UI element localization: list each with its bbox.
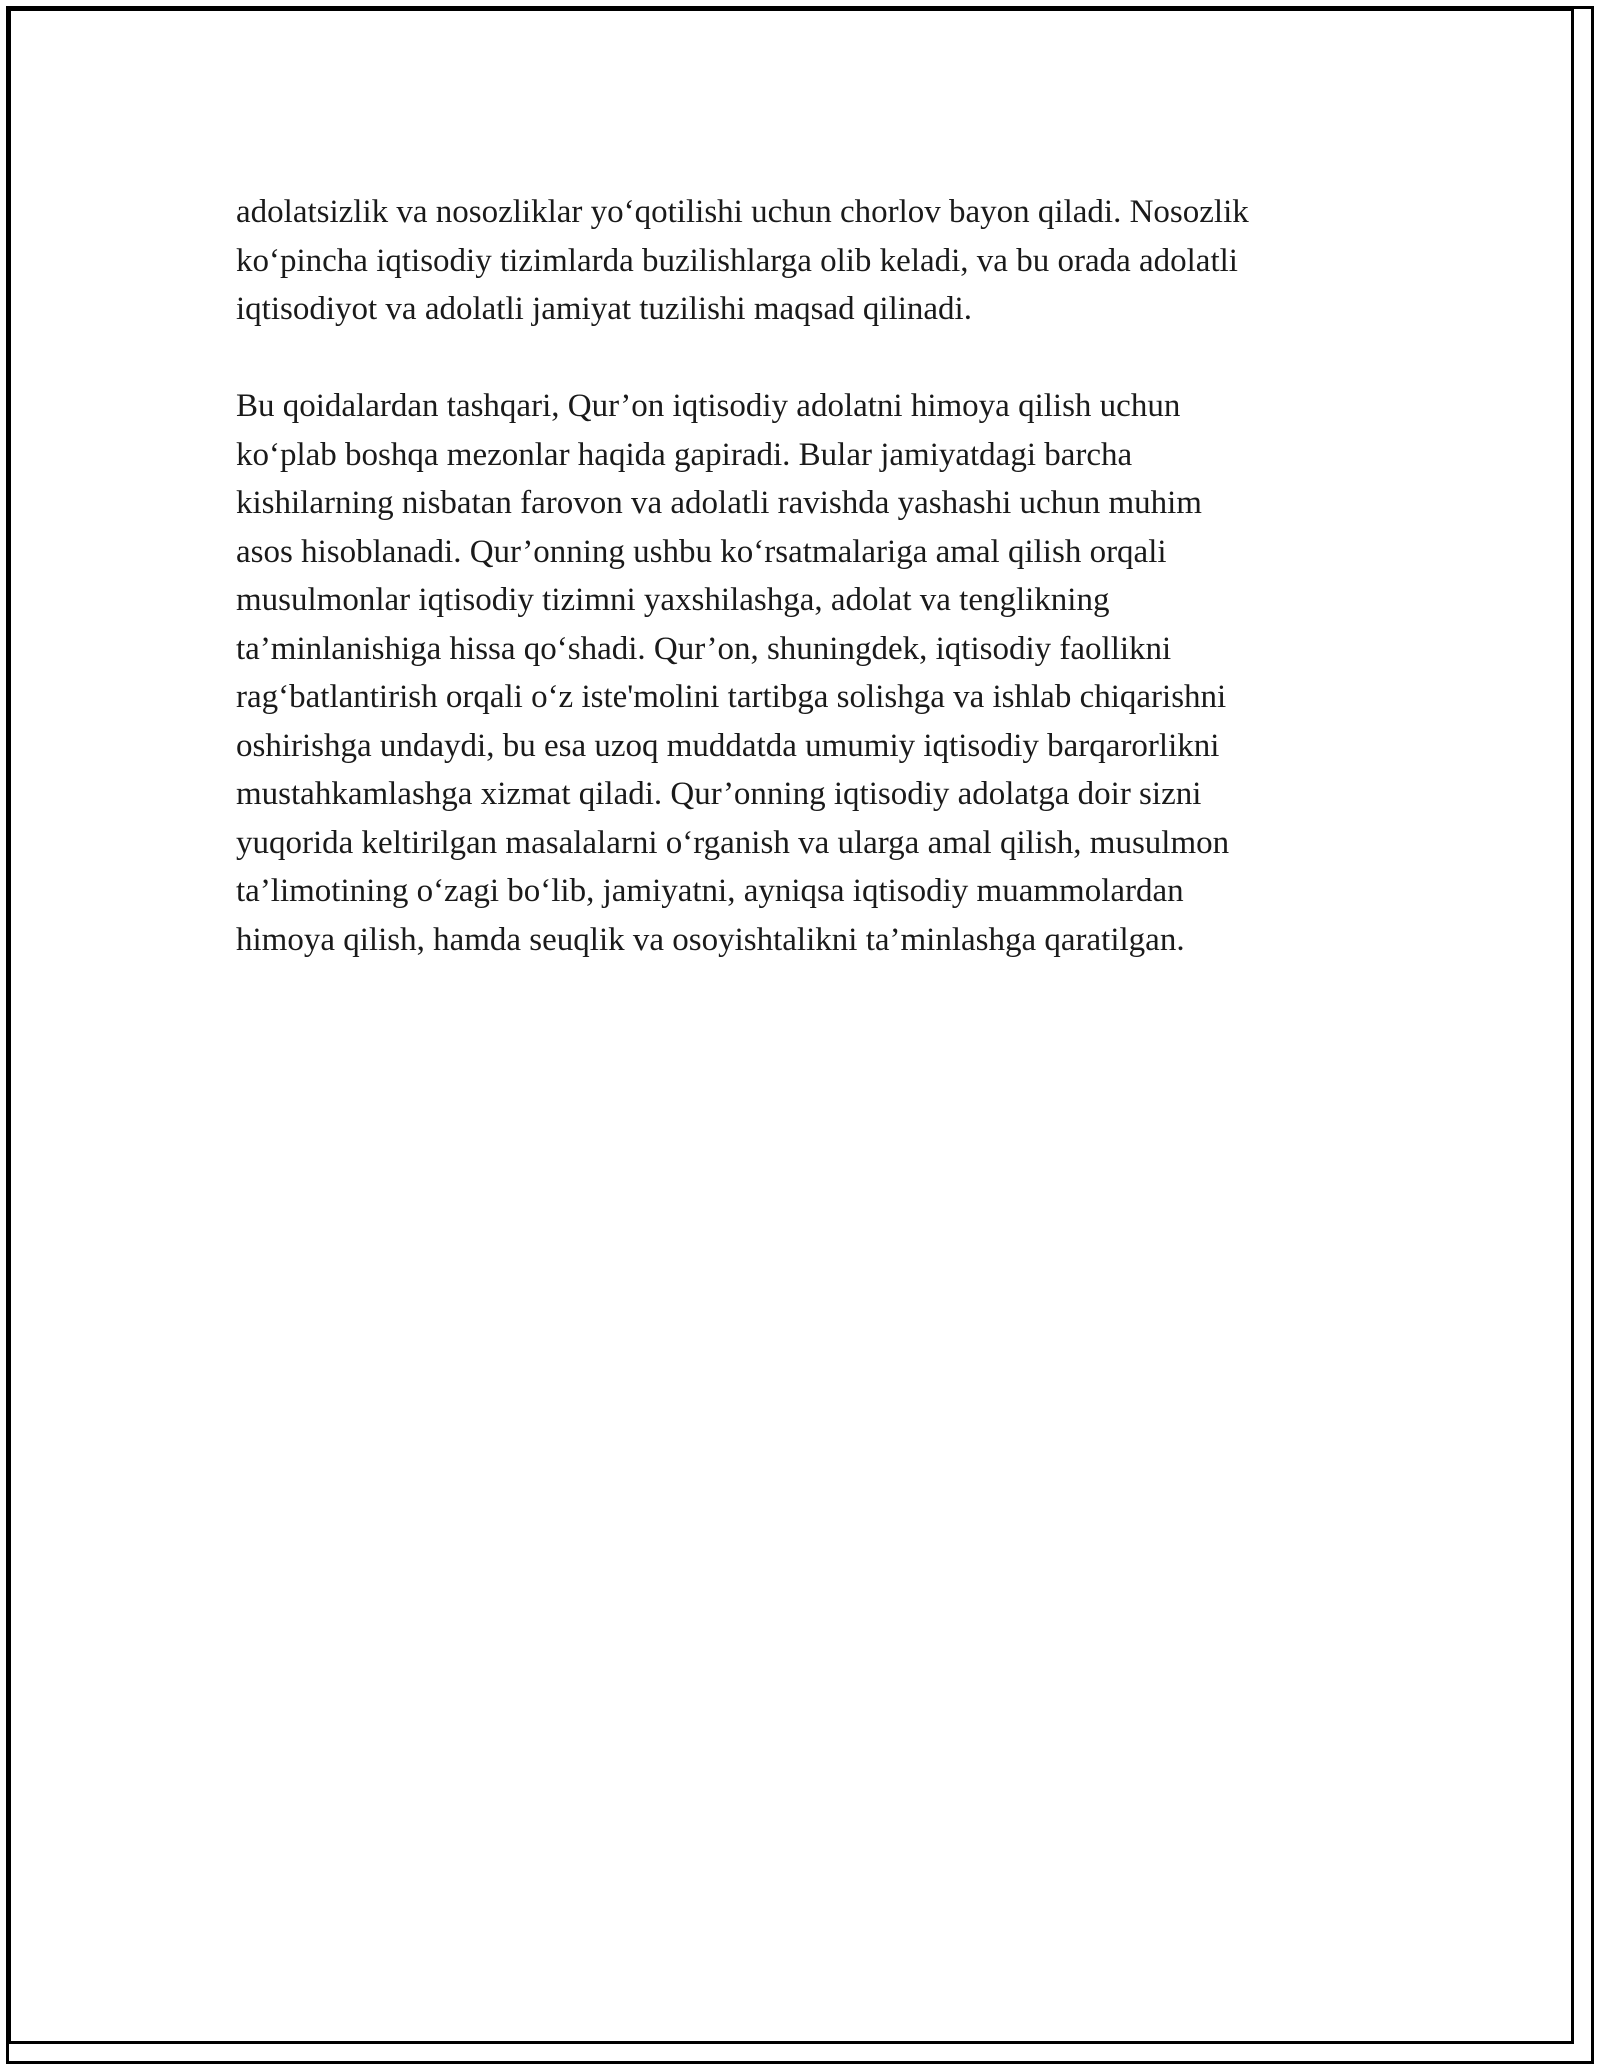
text-line: musulmonlar iqtisodiy tizimni yaxshilashga, adolat va tenglikning bbox=[236, 582, 1110, 618]
document-body bbox=[236, 188, 1366, 964]
text-line: ta’limotining o‘zagi bo‘lib, jamiyatni, ayniqsa iqtisodiy muammolardan bbox=[236, 873, 1184, 909]
paragraph-1 bbox=[236, 188, 1366, 334]
text-line: yuqorida keltirilgan masalalarni o‘rganish va ularga amal qilish, musulmon bbox=[236, 824, 1230, 861]
text-line: Bu qoidalardan tashqari, Qur’on iqtisodiy adolatni himoya qilish uchun bbox=[236, 388, 1181, 424]
text-line: himoya qilish, hamda seuqlik va osoyishtalikni ta’minlashga qaratilgan. bbox=[236, 921, 1185, 958]
text-line: ko‘plab boshqa mezonlar haqida gapiradi. Bular jamiyatdagi barcha bbox=[236, 436, 1133, 473]
text-line: rag‘batlantirish orqali o‘z iste'molini tartibga solishga va ishlab chiqarishni bbox=[236, 679, 1227, 715]
text-line: oshirishga undaydi, bu esa uzoq muddatda umumiy iqtisodiy barqarorlikni bbox=[236, 727, 1220, 764]
text-line: adolatsizlik va nosozliklar yo‘qotilishi uchun chorlov bayon qiladi. Nosozlik bbox=[236, 194, 1249, 230]
text-line: asos hisoblanadi. Qur’onning ushbu ko‘rsatmalariga amal qilish orqali bbox=[236, 533, 1167, 570]
paragraph-2 bbox=[236, 382, 1366, 964]
paragraph-spacer bbox=[236, 334, 1366, 383]
text-line: kishilarning nisbatan farovon va adolatli ravishda yashashi uchun muhim bbox=[236, 485, 1202, 521]
text-line: ta’minlanishiga hissa qo‘shadi. Qur’on, shuningdek, iqtisodiy faollikni bbox=[236, 630, 1172, 667]
text-line: ko‘pincha iqtisodiy tizimlarda buzilishlarga olib keladi, va bu orada adolatli bbox=[236, 242, 1238, 279]
text-line: mustahkamlashga xizmat qiladi. Qur’onning iqtisodiy adolatga doir sizni bbox=[236, 776, 1202, 812]
text-line: iqtisodiyot va adolatli jamiyat tuzilishi maqsad qilinadi. bbox=[236, 291, 972, 327]
